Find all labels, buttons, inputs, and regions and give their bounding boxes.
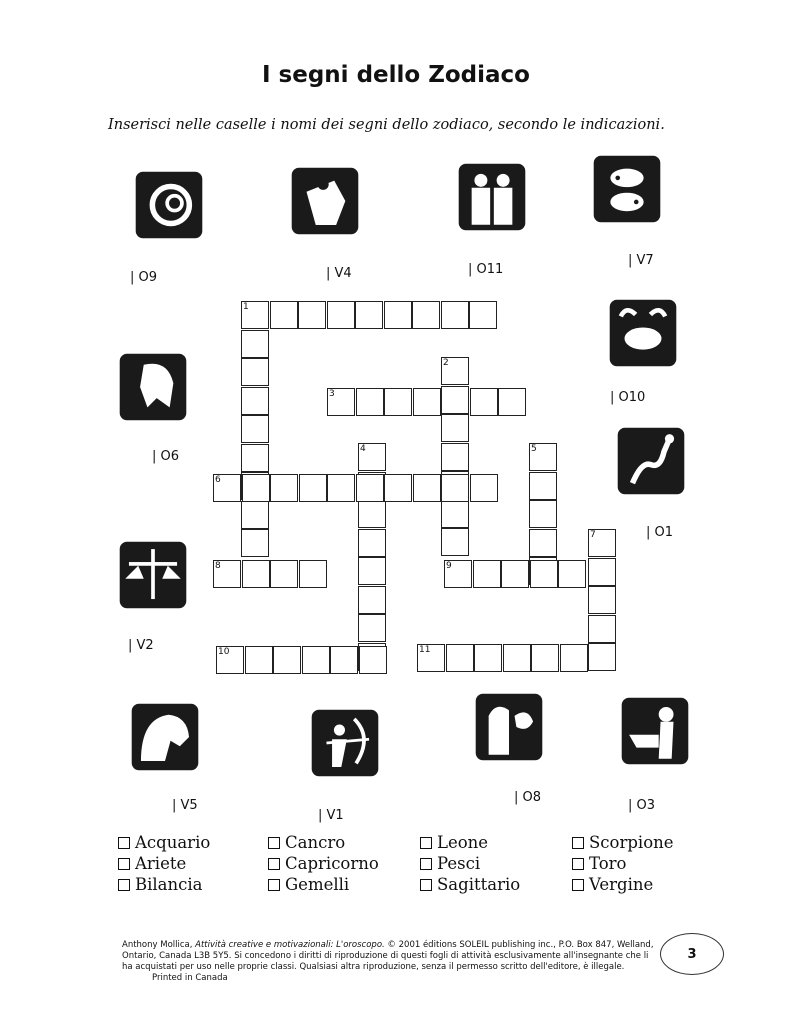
pisces-icon bbox=[590, 152, 664, 226]
crossword-cell[interactable] bbox=[241, 529, 269, 557]
crossword-cell[interactable] bbox=[298, 301, 326, 329]
crossword-cell[interactable] bbox=[501, 560, 529, 588]
crossword-cell[interactable] bbox=[470, 474, 498, 502]
clue-label-gemini: | O11 bbox=[468, 262, 504, 277]
crossword-cell[interactable] bbox=[473, 560, 501, 588]
crossword-cell[interactable] bbox=[242, 560, 270, 588]
crossword-cell[interactable] bbox=[358, 557, 386, 585]
clue-label-libra: | V2 bbox=[128, 638, 154, 653]
option-item[interactable] bbox=[268, 853, 379, 874]
crossword-number: 1 bbox=[243, 302, 249, 312]
crossword-number: 4 bbox=[360, 444, 366, 454]
option-label: Ariete bbox=[135, 854, 187, 873]
option-label: Toro bbox=[589, 854, 627, 873]
options-column bbox=[268, 832, 379, 895]
crossword-cell[interactable] bbox=[384, 474, 412, 502]
crossword-cell[interactable] bbox=[529, 472, 557, 500]
crossword-cell[interactable] bbox=[241, 444, 269, 472]
crossword-cell[interactable] bbox=[270, 301, 298, 329]
checkbox[interactable] bbox=[420, 879, 432, 891]
crossword-cell[interactable] bbox=[530, 560, 558, 588]
crossword-cell[interactable] bbox=[470, 388, 498, 416]
checkbox[interactable] bbox=[572, 879, 584, 891]
crossword-cell[interactable] bbox=[441, 443, 469, 471]
options-column bbox=[572, 832, 674, 895]
crossword-cell[interactable] bbox=[441, 414, 469, 442]
crossword-cell[interactable] bbox=[273, 646, 301, 674]
crossword-cell[interactable] bbox=[412, 301, 440, 329]
checkbox[interactable] bbox=[420, 858, 432, 870]
option-label: Pesci bbox=[437, 854, 481, 873]
checkbox[interactable] bbox=[118, 879, 130, 891]
crossword-number: 3 bbox=[329, 389, 335, 399]
crossword-cell[interactable] bbox=[441, 500, 469, 528]
clue-label-sagittarius: | V1 bbox=[318, 808, 344, 823]
checkbox[interactable] bbox=[572, 858, 584, 870]
option-label: Bilancia bbox=[135, 875, 203, 894]
footer bbox=[122, 940, 657, 984]
option-label: Scorpione bbox=[589, 833, 674, 852]
crossword-cell[interactable] bbox=[359, 646, 387, 674]
crossword-cell[interactable] bbox=[474, 644, 502, 672]
capricorn-icon bbox=[116, 350, 190, 424]
crossword-cell[interactable] bbox=[299, 474, 327, 502]
scorpio-icon bbox=[614, 424, 688, 498]
options-column bbox=[118, 832, 210, 895]
clue-label-leo: | V5 bbox=[172, 798, 198, 813]
crossword-cell[interactable] bbox=[531, 644, 559, 672]
checkbox[interactable] bbox=[268, 879, 280, 891]
crossword-cell[interactable] bbox=[299, 560, 327, 588]
crossword-number: 5 bbox=[531, 444, 537, 454]
crossword-cell[interactable] bbox=[441, 301, 469, 329]
clue-label-aries: | O8 bbox=[514, 790, 542, 805]
clue-label-virgo: | V4 bbox=[326, 266, 352, 281]
option-item[interactable] bbox=[118, 874, 210, 895]
option-label: Cancro bbox=[285, 833, 346, 852]
footer-printed: Printed in Canada bbox=[152, 973, 228, 983]
virgo-icon bbox=[288, 164, 362, 238]
crossword-cell[interactable] bbox=[469, 301, 497, 329]
crossword-cell[interactable] bbox=[529, 500, 557, 528]
crossword-cell[interactable] bbox=[588, 586, 616, 614]
clue-label-pisces: | V7 bbox=[628, 253, 654, 268]
sagittarius-icon bbox=[308, 706, 382, 780]
aquarius-icon bbox=[132, 168, 206, 242]
crossword-cell[interactable] bbox=[302, 646, 330, 674]
crossword-cell[interactable] bbox=[241, 415, 269, 443]
options-list bbox=[118, 832, 698, 902]
crossword-cell[interactable] bbox=[358, 614, 386, 642]
crossword-number: 11 bbox=[419, 645, 431, 655]
option-label: Leone bbox=[437, 833, 489, 852]
crossword-cell[interactable] bbox=[241, 387, 269, 415]
crossword-cell[interactable] bbox=[242, 474, 270, 502]
crossword-cell[interactable] bbox=[245, 646, 273, 674]
option-label: Sagittario bbox=[437, 875, 521, 894]
crossword-cell[interactable] bbox=[327, 301, 355, 329]
crossword-cell[interactable] bbox=[384, 301, 412, 329]
option-item[interactable] bbox=[572, 832, 674, 853]
taurus-icon bbox=[618, 694, 692, 768]
option-item[interactable] bbox=[118, 832, 210, 853]
option-item[interactable] bbox=[268, 874, 379, 895]
checkbox[interactable] bbox=[572, 837, 584, 849]
checkbox[interactable] bbox=[268, 858, 280, 870]
crossword-cell[interactable] bbox=[241, 501, 269, 529]
clue-label-capricorn: | O6 bbox=[152, 449, 180, 464]
checkbox[interactable] bbox=[268, 837, 280, 849]
checkbox[interactable] bbox=[118, 837, 130, 849]
checkbox[interactable] bbox=[118, 858, 130, 870]
option-item[interactable] bbox=[420, 832, 520, 853]
crossword-cell[interactable] bbox=[270, 474, 298, 502]
crossword-cell[interactable] bbox=[327, 474, 355, 502]
crossword-cell[interactable] bbox=[413, 388, 441, 416]
crossword-cell[interactable] bbox=[384, 388, 412, 416]
crossword-cell[interactable] bbox=[356, 388, 384, 416]
crossword-cell[interactable] bbox=[330, 646, 358, 674]
crossword-cell[interactable] bbox=[441, 528, 469, 556]
option-item[interactable] bbox=[420, 874, 520, 895]
page-number: 3 bbox=[660, 933, 724, 975]
crossword-number: 9 bbox=[446, 561, 452, 571]
option-item[interactable] bbox=[572, 853, 674, 874]
crossword-cell[interactable] bbox=[358, 500, 386, 528]
checkbox[interactable] bbox=[420, 837, 432, 849]
option-item[interactable] bbox=[268, 832, 379, 853]
crossword-cell[interactable] bbox=[560, 644, 588, 672]
option-label: Capricorno bbox=[285, 854, 379, 873]
crossword-cell[interactable] bbox=[588, 615, 616, 643]
crossword-cell[interactable] bbox=[241, 330, 269, 358]
page-title: I segni dello Zodiaco bbox=[261, 62, 530, 88]
footer-author: Anthony Mollica, bbox=[122, 940, 196, 950]
leo-icon bbox=[128, 700, 202, 774]
crossword-number: 8 bbox=[215, 561, 221, 571]
option-item[interactable] bbox=[118, 853, 210, 874]
crossword-cell[interactable] bbox=[529, 529, 557, 557]
cancer-icon bbox=[606, 296, 680, 370]
crossword-cell[interactable] bbox=[358, 586, 386, 614]
option-label: Vergine bbox=[589, 875, 654, 894]
crossword-cell[interactable] bbox=[588, 558, 616, 586]
crossword-cell[interactable] bbox=[588, 643, 616, 671]
crossword-cell[interactable] bbox=[270, 560, 298, 588]
crossword-cell[interactable] bbox=[413, 474, 441, 502]
instructions: Inserisci nelle caselle i nomi dei segni dello zodiaco, secondo le indicazioni. bbox=[108, 117, 665, 133]
option-item[interactable] bbox=[572, 874, 674, 895]
crossword-number: 10 bbox=[218, 647, 230, 657]
crossword-cell[interactable] bbox=[446, 644, 474, 672]
aries-icon bbox=[472, 690, 546, 764]
crossword-cell[interactable] bbox=[241, 358, 269, 386]
crossword-cell[interactable] bbox=[503, 644, 531, 672]
option-item[interactable] bbox=[420, 853, 520, 874]
crossword-cell[interactable] bbox=[356, 474, 384, 502]
crossword-cell[interactable] bbox=[441, 474, 469, 502]
gemini-icon bbox=[455, 160, 529, 234]
clue-label-scorpio: | O1 bbox=[646, 525, 674, 540]
crossword-number: 7 bbox=[590, 530, 596, 540]
clue-label-taurus: | O3 bbox=[628, 798, 656, 813]
libra-icon bbox=[116, 538, 190, 612]
crossword-number: 6 bbox=[215, 475, 221, 485]
footer-book: Attività creative e motivazionali: L'oroscopo. bbox=[195, 940, 385, 950]
option-label: Acquario bbox=[135, 833, 211, 852]
crossword-cell[interactable] bbox=[358, 529, 386, 557]
footer-copyright: © 2001 éditions SOLEIL publishing inc., P.O. Box 847, Welland, Ontario, Canada L3B 5Y5. Si concedono i diritti di riproduzione di questi fogli di attività esclusivamente all'insegnante che li ha acquistati per uso nelle proprie classi. Qualsiasi altra riproduzione, senza il permesso scritto dell'editore, è illegale. bbox=[122, 940, 654, 972]
crossword-cell[interactable] bbox=[498, 388, 526, 416]
clue-label-aquarius: | O9 bbox=[130, 270, 158, 285]
clue-label-cancer: | O10 bbox=[610, 390, 646, 405]
option-label: Gemelli bbox=[285, 875, 350, 894]
crossword-cell[interactable] bbox=[441, 386, 469, 414]
crossword-number: 2 bbox=[443, 358, 449, 368]
crossword-cell[interactable] bbox=[558, 560, 586, 588]
crossword-cell[interactable] bbox=[355, 301, 383, 329]
options-column bbox=[420, 832, 520, 895]
